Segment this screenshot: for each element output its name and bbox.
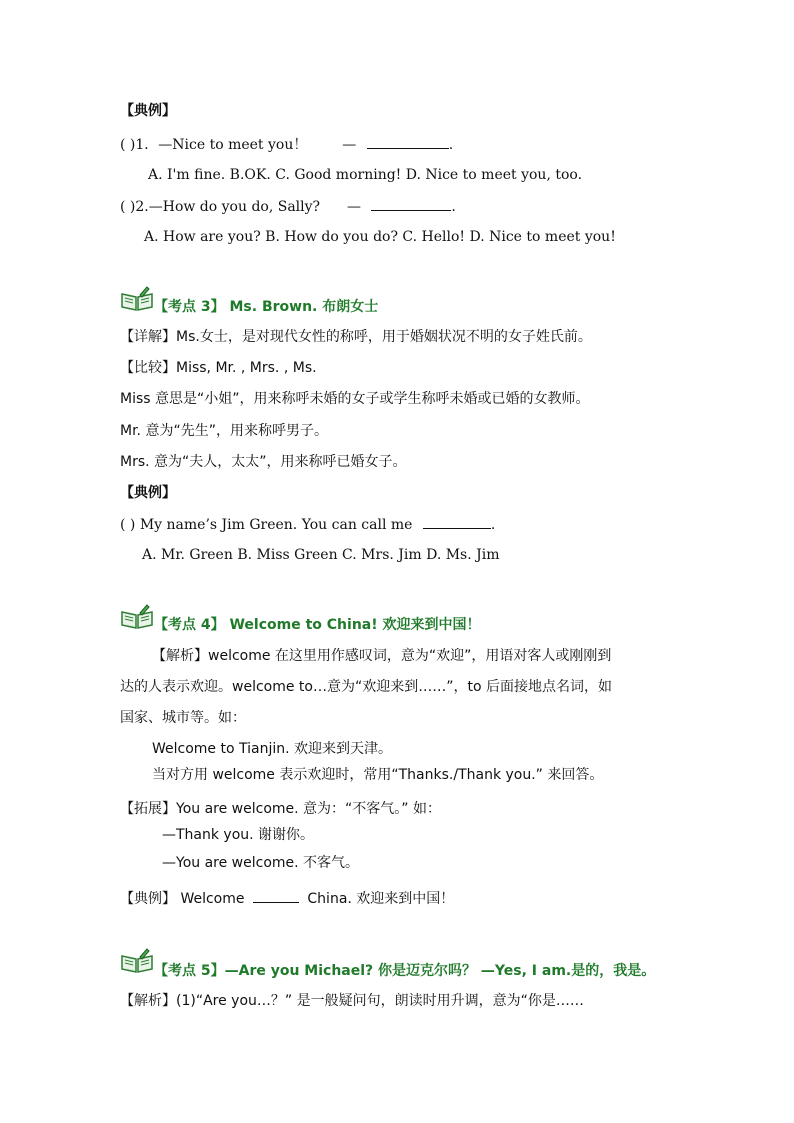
open-book-icon	[120, 948, 154, 974]
keypoint-3-heading: 【考点 3】 Ms. Brown. 布朗女士	[154, 299, 379, 315]
keypoint-4-exercise: 【典例】 Welcome China. 欢迎来到中国！	[120, 888, 454, 909]
keypoint-4-heading: 【考点 4】 Welcome to China! 欢迎来到中国！	[154, 617, 481, 633]
dialogue-line-1: —Thank you. 谢谢你。	[162, 827, 315, 843]
question-2-options: A. How are you? B. How do you do? C. Hello! D. Nice to meet you!	[144, 229, 616, 245]
question-2: ( )2.—How do you do, Sally? — .	[120, 196, 456, 217]
keypoint-4-para-2: 达的人表示欢迎。welcome to…意为“欢迎来到……”，to 后面接地点名词，如	[120, 679, 612, 695]
keypoint-5-para-1: 【解析】(1)“Are you…？” 是一般疑问句，朗读时用升调，意为“你是……	[120, 993, 584, 1009]
answer-blank[interactable]	[253, 888, 299, 903]
answer-blank[interactable]	[423, 514, 491, 529]
keypoint-3-mr: Mr. 意为“先生”，用来称呼男子。	[120, 423, 328, 439]
keypoint-4-para-1: 【解析】welcome 在这里用作感叹词，意为“欢迎”，用语对客人或刚刚到	[152, 648, 612, 664]
example-title: 【典例】	[120, 103, 176, 119]
keypoint-3-options: A. Mr. Green B. Miss Green C. Mrs. Jim D. Ms. Jim	[142, 547, 500, 563]
keypoint-3-compare: 【比较】Miss, Mr. , Mrs. , Ms.	[120, 360, 317, 376]
keypoint-3-question: ( ) My name’s Jim Green. You can call me .	[120, 514, 495, 535]
keypoint-3-mrs: Mrs. 意为“夫人，太太”，用来称呼已婚女子。	[120, 454, 407, 470]
answer-blank[interactable]	[371, 196, 451, 211]
keypoint-4-example: Welcome to Tianjin. 欢迎来到天津。	[152, 741, 393, 757]
keypoint-5-heading: 【考点 5】—Are you Michael? 你是迈克尔吗？ —Yes, I am.是的，我是。	[154, 963, 656, 979]
keypoint-4-note: 当对方用 welcome 表示欢迎时，常用“Thanks./Thank you.” 来回答。	[152, 767, 604, 783]
dialogue-line-2: —You are welcome. 不客气。	[162, 855, 360, 871]
example-title: 【典例】	[120, 485, 176, 501]
question-1-options: A. I'm fine. B.OK. C. Good morning! D. Nice to meet you, too.	[148, 167, 583, 183]
open-book-icon	[120, 286, 154, 312]
question-1: ( )1．—Nice to meet you！ — .	[120, 134, 453, 155]
keypoint-3-detail: 【详解】Ms.女士，是对现代女性的称呼，用于婚姻状况不明的女子姓氏前。	[120, 329, 592, 345]
keypoint-4-extension: 【拓展】You are welcome. 意为：“不客气。” 如：	[120, 801, 441, 817]
open-book-icon	[120, 604, 154, 630]
keypoint-3-miss: Miss 意思是“小姐”，用来称呼未婚的女子或学生称呼未婚或已婚的女教师。	[120, 391, 590, 407]
keypoint-4-para-3: 国家、城市等。如：	[120, 710, 246, 726]
answer-blank[interactable]	[367, 134, 449, 149]
